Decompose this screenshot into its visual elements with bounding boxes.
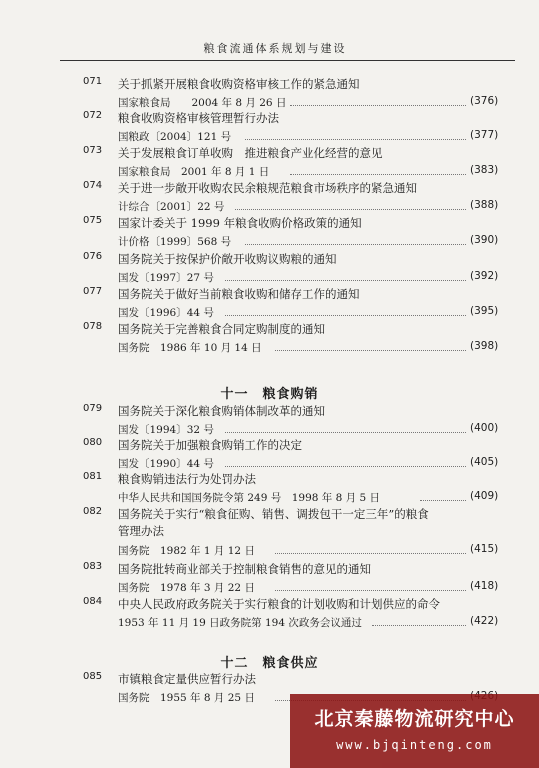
entry-title: 粮食收购资格审核管理暂行办法 xyxy=(118,111,279,125)
toc-entry xyxy=(0,471,539,507)
toc-entry xyxy=(0,437,539,473)
entry-number: 084 xyxy=(83,596,103,607)
entry-source: 国发〔1996〕44 号 xyxy=(118,307,214,319)
running-header: 粮食流通体系规划与建设 xyxy=(203,42,347,55)
entry-page: (409) xyxy=(470,490,499,502)
toc-entry xyxy=(0,286,539,322)
leader-dots xyxy=(245,244,466,245)
entry-title: 关于抓紧开展粮食收购资格审核工作的紧急通知 xyxy=(118,77,360,91)
entry-number: 077 xyxy=(83,286,103,297)
entry-source: 国粮政〔2004〕121 号 xyxy=(118,131,232,143)
entry-number: 073 xyxy=(83,145,103,156)
section-number: 十二 xyxy=(220,656,249,671)
entry-number: 083 xyxy=(83,561,103,572)
entry-title-continued: 管理办法 xyxy=(118,524,164,538)
section-name: 粮食供应 xyxy=(262,656,319,671)
section-name: 粮食购销 xyxy=(262,387,319,402)
watermark-title: 北京秦藤物流研究中心 xyxy=(314,708,515,730)
toc-entry xyxy=(0,506,539,558)
entry-source: 计价格〔1999〕568 号 xyxy=(118,236,232,248)
entry-title: 国务院关于加强粮食购销工作的决定 xyxy=(118,438,302,452)
entry-number: 072 xyxy=(83,110,103,121)
leader-dots xyxy=(372,625,466,626)
toc-entry xyxy=(0,561,539,597)
leader-dots xyxy=(275,350,466,351)
entry-page: (392) xyxy=(470,270,499,282)
entry-number: 080 xyxy=(83,437,103,448)
entry-number: 082 xyxy=(83,506,103,517)
entry-source: 国发〔1997〕27 号 xyxy=(118,272,214,284)
entry-title: 中央人民政府政务院关于实行粮食的计划收购和计划供应的命令 xyxy=(118,597,440,611)
toc-entry xyxy=(0,251,539,287)
entry-source: 国家粮食局 2004 年 8 月 26 日 xyxy=(118,97,287,109)
entry-title: 国务院批转商业部关于控制粮食销售的意见的通知 xyxy=(118,562,371,576)
leader-dots xyxy=(245,139,466,140)
entry-source: 1953 年 11 月 19 日政务院第 194 次政务会议通过 xyxy=(118,617,362,629)
entry-source: 国务院 1955 年 8 月 25 日 xyxy=(118,692,255,704)
toc-entry xyxy=(0,76,539,112)
toc-entry xyxy=(0,215,539,251)
leader-dots xyxy=(290,105,466,106)
entry-page: (415) xyxy=(470,543,499,555)
entry-number: 074 xyxy=(83,180,103,191)
leader-dots xyxy=(290,174,466,175)
entry-page: (388) xyxy=(470,199,499,211)
toc-entry xyxy=(0,321,539,357)
section-heading xyxy=(0,652,539,671)
section-number: 十一 xyxy=(220,387,249,402)
entry-page: (422) xyxy=(470,615,499,627)
entry-number: 075 xyxy=(83,215,103,226)
section-heading xyxy=(0,383,539,402)
entry-title: 国务院关于做好当前粮食收购和储存工作的通知 xyxy=(118,287,360,301)
entry-number: 081 xyxy=(83,471,103,482)
leader-dots xyxy=(225,466,466,467)
entry-number: 071 xyxy=(83,76,103,87)
toc-entry xyxy=(0,596,539,632)
entry-source: 计综合〔2001〕22 号 xyxy=(118,201,225,213)
entry-source: 国家粮食局 2001 年 8 月 1 日 xyxy=(118,166,270,178)
entry-title: 国务院关于深化粮食购销体制改革的通知 xyxy=(118,404,325,418)
leader-dots xyxy=(275,590,466,591)
entry-title: 市镇粮食定量供应暂行办法 xyxy=(118,672,256,686)
leader-dots xyxy=(420,500,466,501)
entry-title: 国务院关于实行“粮食征购、销售、调拨包干一定三年”的粮食 xyxy=(118,507,429,521)
header-rule xyxy=(60,60,515,61)
entry-page: (383) xyxy=(470,164,499,176)
entry-page: (376) xyxy=(470,95,499,107)
leader-dots xyxy=(225,280,466,281)
entry-page: (398) xyxy=(470,340,499,352)
toc-entry xyxy=(0,145,539,181)
watermark-banner xyxy=(290,694,539,768)
entry-title: 国家计委关于 1999 年粮食收购价格政策的通知 xyxy=(118,216,362,230)
watermark-url: www.bjqinteng.com xyxy=(336,738,493,752)
leader-dots xyxy=(225,432,466,433)
toc-entry xyxy=(0,180,539,216)
entry-page: (400) xyxy=(470,422,499,434)
entry-page: (390) xyxy=(470,234,499,246)
entry-number: 078 xyxy=(83,321,103,332)
entry-source: 国务院 1978 年 3 月 22 日 xyxy=(118,582,255,594)
entry-title: 关于进一步敞开收购农民余粮规范粮食市场秩序的紧急通知 xyxy=(118,181,417,195)
entry-number: 076 xyxy=(83,251,103,262)
entry-page: (418) xyxy=(470,580,499,592)
entry-title: 粮食购销违法行为处罚办法 xyxy=(118,472,256,486)
entry-title: 国务院关于按保护价敞开收购议购粮的通知 xyxy=(118,252,337,266)
entry-page: (405) xyxy=(470,456,499,468)
entry-source: 中华人民共和国国务院令第 249 号 1998 年 8 月 5 日 xyxy=(118,492,380,504)
entry-page: (395) xyxy=(470,305,499,317)
leader-dots xyxy=(235,209,466,210)
entry-number: 079 xyxy=(83,403,103,414)
leader-dots xyxy=(225,315,466,316)
entry-title: 国务院关于完善粮食合同定购制度的通知 xyxy=(118,322,325,336)
toc-entry xyxy=(0,110,539,146)
entry-source: 国务院 1982 年 1 月 12 日 xyxy=(118,545,255,557)
entry-number: 085 xyxy=(83,671,103,682)
entry-page: (377) xyxy=(470,129,499,141)
entry-source: 国发〔1990〕44 号 xyxy=(118,458,214,470)
entry-source: 国务院 1986 年 10 月 14 日 xyxy=(118,342,262,354)
entry-title: 关于发展粮食订单收购 推进粮食产业化经营的意见 xyxy=(118,146,383,160)
toc-entry xyxy=(0,403,539,439)
leader-dots xyxy=(275,553,466,554)
entry-source: 国发〔1994〕32 号 xyxy=(118,424,214,436)
